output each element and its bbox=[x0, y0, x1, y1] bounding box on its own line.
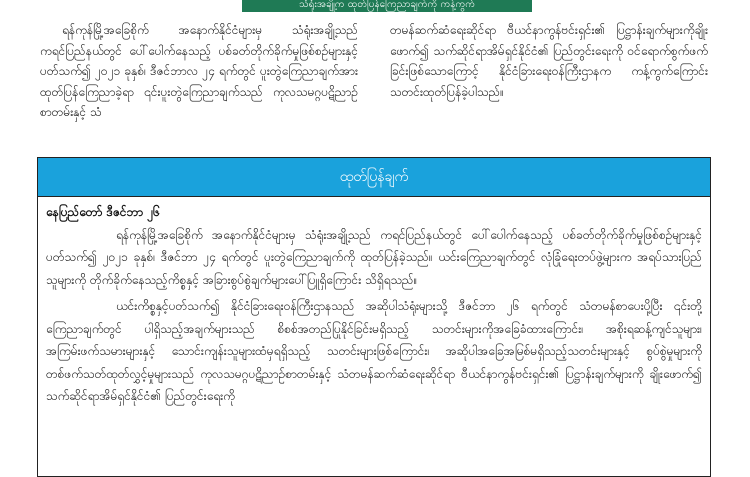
statement-box bbox=[37, 157, 711, 477]
article-right-column bbox=[390, 20, 708, 144]
statement-paragraph: ရန်ကုန်မြို့အခြေစိုက် အနောက်နိုင်ငံများမှ သံရုံးအချို့သည် ကရင်ပြည်နယ်တွင် ပေါ်ပေါက်နေသည့် ပစ်ခတ်တိုက်ခိုက်မှုဖြစ်စဉ်များနှင့်ပတ်သက်၍ ၂၀၂၁ ခုနှစ်၊ ဒီဇင်ဘာ ၂၄ ရက်တွင် ပူးတွဲကြေညာချက်ကို ထုတ်ပြန်ခဲ့သည်။ ယင်းကြေညာချက်တွင် လုံခြုံရေးတပ်ဖွဲ့များက အရပ်သားပြည်သူများကို တိုက်ခိုက်နေသည့်ကိစ္စနှင့် အခြားစွပ်စွဲချက်များပေါ်ပြူရှိကြောင်း သိရှိရသည်။ bbox=[46, 227, 702, 287]
article-columns bbox=[40, 20, 708, 144]
statement-dateline: နေပြည်တော် ဒီဇင်ဘာ ၂၆ bbox=[46, 205, 160, 219]
statement-body bbox=[38, 197, 710, 408]
header-banner bbox=[242, 0, 532, 12]
article-right-text: တမန်ဆက်ဆံရေးဆိုင်ရာ ဗီယင်နာကွန်ဗင်းရှင်း၏ ပြဋ္ဌာန်းချက်များကိုချိုးဖောက်၍ သက်ဆိုင်ရာအိမ်ရှင်နိုင်ငံ၏ ပြည်တွင်းရေးကို ဝင်ရောက်စွက်ဖက်ခြင်းဖြစ်သောကြောင့် နိုင်ငံခြားရေးဝန်ကြီးဌာနက ကန့်ကွက်ကြောင်း သတင်းထုတ်ပြန်ခဲ့ပါသည်။ bbox=[390, 23, 708, 99]
article-left-column bbox=[40, 20, 358, 144]
statement-title: ထုတ်ပြန်ချက် bbox=[38, 158, 710, 197]
article-left-text: ရန်ကုန်မြို့အခြေစိုက် အနောက်နိုင်ငံများမှ သံရုံးအချို့သည် ကရင်ပြည်နယ်တွင် ပေါ်ပေါက်နေသည့် ပစ်ခတ်တိုက်ခိုက်မှုဖြစ်စဉ်များနှင့်ပတ်သက်၍ ၂၀၂၁ ခုနှစ်၊ ဒီဇင်ဘာလ ၂၄ ရက်တွင် ပူးတွဲကြေညာချက်အား ထုတ်ပြန်ကြေညာခဲ့ရာ ၎င်းပူးတွဲကြေညာချက်သည် ကုလသမဂ္ဂပဋိညာဉ်စာတမ်းနှင့် သံ bbox=[40, 23, 358, 119]
statement-paragraph: ယင်းကိစ္စနှင့်ပတ်သက်၍ နိုင်ငံခြားရေးဝန်ကြီးဌာနသည် အဆိုပါသံရုံးများသို့ ဒီဇင်ဘာ ၂၆ ရက်တွင် သံတမန်စာပေးပို့ပြီး ၎င်းတို့ကြေညာချက်တွင် ပါရှိသည့်အချက်များသည် စိစစ်အတည်ပြုနိုင်ခြင်းမရှိသည့် သတင်းများကိုအခြေခံထားကြောင်း၊ အစိုးရဆန့်ကျင်သူများ၊ အကြမ်းဖက်သမားများနှင့် သောင်းကျန်းသူများထံမှရရှိသည့် သတင်းများဖြစ်ကြောင်း၊ အဆိုပါအခြေအမြစ်မရှိသည့်သတင်းများနှင့် စွပ်စွဲမှုများကို တစ်ဖက်သတ်ထုတ်လွှင့်မှုများသည် ကုလသမဂ္ဂပဋိညာဉ်စာတမ်းနှင့် သံတမန်ဆက်ဆံရေးဆိုင်ရာ ဗီယင်နာကွန်ဗင်းရှင်း၏ ပြဋ္ဌာန်းချက်များကို ချိုးဖောက်၍ သက်ဆိုင်ရာအိမ်ရှင်နိုင်ငံ၏ ပြည်တွင်းရေးကို bbox=[46, 299, 702, 403]
header-banner-text: သံရုံးအချို့က ထုတ်ပြန်ကြေညာချက်ကို ကန့်ကွက် bbox=[298, 0, 476, 10]
